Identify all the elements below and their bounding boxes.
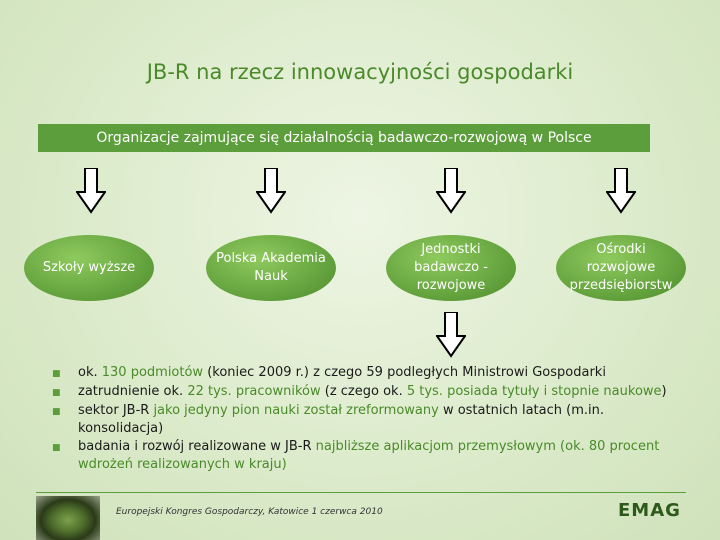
footer-divider — [36, 492, 686, 493]
bullet-text: sektor JB-R — [78, 403, 154, 418]
bullet-icon: ■ — [52, 407, 61, 417]
ellipse-label: Ośrodki rozwojowe przedsiębiorstw — [569, 242, 673, 293]
bullet-text: (koniec 2009 r.) z czego 59 podległych Ministrowi Gospodarki — [203, 365, 606, 380]
list-item — [52, 364, 692, 383]
ellipse-label: Jednostki badawczo -rozwojowe — [414, 242, 488, 293]
bullet-text: zatrudnienie ok. — [78, 384, 188, 399]
down-arrow-icon — [76, 168, 106, 214]
ellipse-development-centers — [556, 235, 686, 301]
eye-image — [36, 496, 100, 540]
ellipse-research-units — [386, 235, 516, 301]
down-arrow-icon — [606, 168, 636, 214]
down-arrow-icon — [436, 168, 466, 214]
down-arrow-icon — [256, 168, 286, 214]
list-item — [52, 402, 692, 438]
list-item — [52, 383, 692, 402]
bullet-text: w ostatnich latach (m.in. konsolidacja) — [78, 403, 604, 436]
bullet-text: ok. — [78, 365, 102, 380]
slide-title: JB-R na rzecz innowacyjności gospodarki — [146, 60, 574, 84]
bullet-text: (z czego ok. — [320, 384, 407, 399]
bullet-icon: ■ — [52, 443, 61, 453]
bullet-icon: ■ — [52, 388, 61, 398]
organizations-band: Organizacje zajmujące się działalnością badawczo-rozwojową w Polsce — [38, 124, 650, 152]
ellipse-pan — [206, 235, 336, 301]
bullet-text: badania i rozwój realizowane w JB-R — [78, 439, 316, 454]
emag-logo: EMAG — [618, 500, 681, 521]
bullet-highlight: jako jedyny pion nauki został zreformowany — [153, 403, 439, 418]
bullet-highlight: najbliższe aplikacjom przemysłowym (ok. 80 procent wdrożeń realizowanych w kraju) — [78, 439, 660, 472]
footer-text: Europejski Kongres Gospodarczy, Katowice 1 czerwca 2010 — [116, 507, 383, 517]
bullet-highlight: 22 tys. pracowników — [187, 384, 321, 399]
down-arrow-icon — [436, 312, 466, 358]
list-item — [52, 438, 692, 474]
ellipse-universities — [24, 235, 154, 301]
bullet-icon: ■ — [52, 369, 61, 379]
bullet-list — [52, 364, 692, 474]
bullet-highlight: 130 podmiotów — [101, 365, 204, 380]
ellipse-label: Szkoły wyższe — [42, 260, 136, 275]
bullet-text: ) — [661, 384, 667, 399]
ellipse-label: Polska Akademia Nauk — [216, 251, 326, 284]
bullet-highlight: 5 tys. posiada tytuły i stopnie naukowe — [406, 384, 662, 399]
